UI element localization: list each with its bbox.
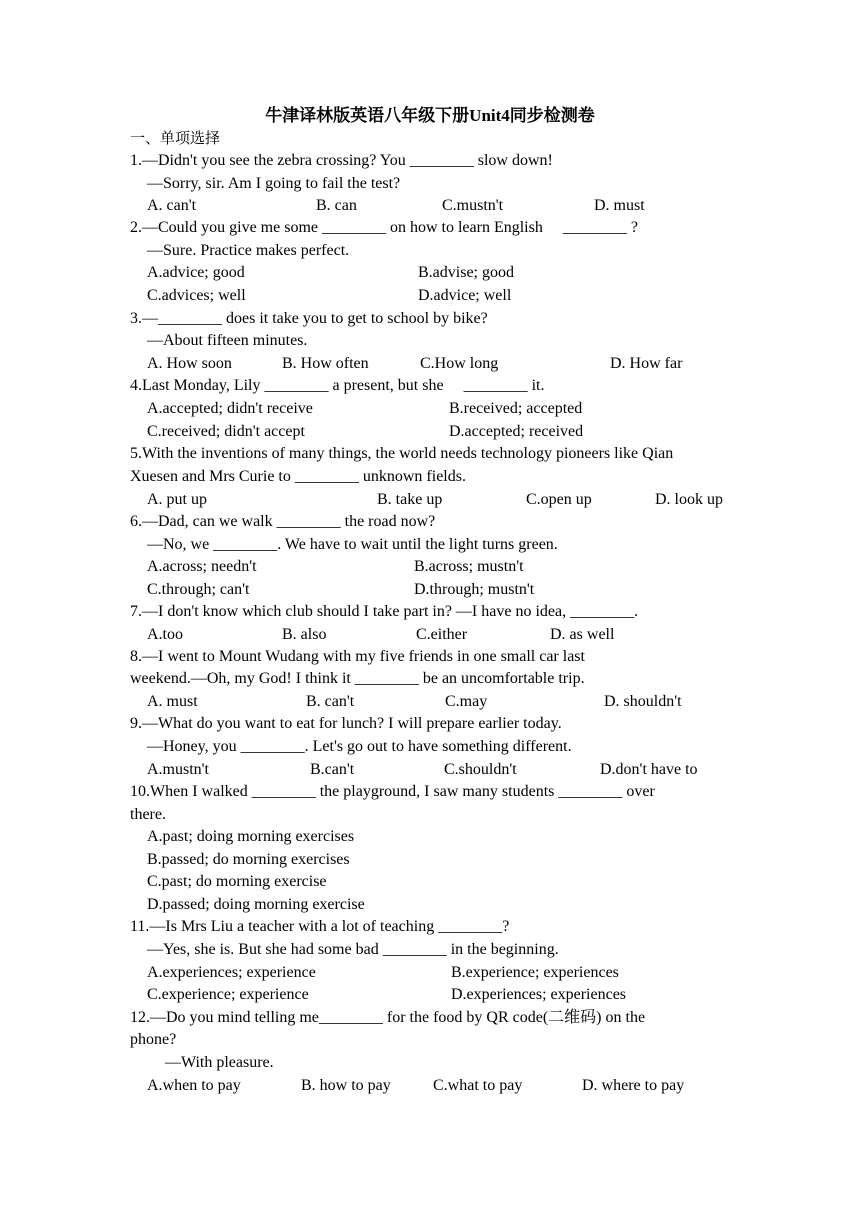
q12-option-b: B. how to pay bbox=[301, 1077, 391, 1094]
question-12-stem: 12.—Do you mind telling me________ for the food by QR code(二维码) on the bbox=[130, 1009, 646, 1026]
q4-option-a: A.accepted; didn't receive bbox=[147, 400, 313, 417]
q2-option-c: C.advices; well bbox=[147, 287, 246, 304]
q8-option-a: A. must bbox=[147, 693, 198, 710]
q9-option-b: B.can't bbox=[310, 761, 355, 778]
page-title: 牛津译林版英语八年级下册Unit4同步检测卷 bbox=[265, 106, 595, 125]
q7-option-b: B. also bbox=[282, 626, 327, 643]
question-5-stem: 5.With the inventions of many things, the world needs technology pioneers like Qian bbox=[130, 445, 674, 462]
question-6-stem: 6.—Dad, can we walk ________ the road now? bbox=[130, 513, 436, 530]
q8-option-c: C.may bbox=[445, 693, 488, 710]
q11-option-a: A.experiences; experience bbox=[147, 964, 316, 981]
q5-option-c: C.open up bbox=[526, 491, 592, 508]
question-2-reply: —Sure. Practice makes perfect. bbox=[147, 242, 350, 259]
q3-option-b: B. How often bbox=[282, 355, 369, 372]
q6-option-a: A.across; needn't bbox=[147, 558, 257, 575]
q11-option-c: C.experience; experience bbox=[147, 986, 309, 1003]
section-heading: 一、单项选择 bbox=[130, 129, 221, 147]
q11-option-b: B.experience; experiences bbox=[451, 964, 619, 981]
q9-option-a: A.mustn't bbox=[147, 761, 209, 778]
q11-option-d: D.experiences; experiences bbox=[451, 986, 627, 1003]
question-6-reply: —No, we ________. We have to wait until the light turns green. bbox=[147, 536, 558, 553]
question-7-stem: 7.—I don't know which club should I take part in? —I have no idea, ________. bbox=[130, 603, 639, 620]
question-1-reply: —Sorry, sir. Am I going to fail the test? bbox=[147, 175, 401, 192]
q3-option-d: D. How far bbox=[610, 355, 683, 372]
q5-option-a: A. put up bbox=[147, 491, 207, 508]
question-11-reply: —Yes, she is. But she had some bad ________ in the beginning. bbox=[147, 941, 559, 958]
q8-option-b: B. can't bbox=[306, 693, 355, 710]
q4-option-c: C.received; didn't accept bbox=[147, 423, 305, 440]
q2-option-b: B.advise; good bbox=[418, 264, 514, 281]
question-3-stem: 3.—________ does it take you to get to school by bike? bbox=[130, 310, 488, 327]
question-10-stem-cont: there. bbox=[130, 806, 166, 823]
q6-option-d: D.through; mustn't bbox=[414, 581, 535, 598]
question-2-stem: 2.—Could you give me some ________ on how to learn English ________ ? bbox=[130, 219, 638, 236]
question-1-stem: 1.—Didn't you see the zebra crossing? You ________ slow down! bbox=[130, 152, 553, 169]
q9-option-c: C.shouldn't bbox=[444, 761, 517, 778]
q5-option-d: D. look up bbox=[655, 491, 723, 508]
question-9-reply: —Honey, you ________. Let's go out to have something different. bbox=[147, 738, 572, 755]
q10-option-c: C.past; do morning exercise bbox=[147, 873, 327, 890]
q10-option-a: A.past; doing morning exercises bbox=[147, 828, 355, 845]
q1-option-b: B. can bbox=[316, 197, 357, 214]
q1-option-d: D. must bbox=[594, 197, 645, 214]
question-10-stem: 10.When I walked ________ the playground, I saw many students ________ over bbox=[130, 783, 655, 800]
q2-option-d: D.advice; well bbox=[418, 287, 512, 304]
q8-option-d: D. shouldn't bbox=[604, 693, 682, 710]
q3-option-c: C.How long bbox=[420, 355, 499, 372]
q7-option-c: C.either bbox=[416, 626, 468, 643]
q7-option-d: D. as well bbox=[550, 626, 615, 643]
question-5-stem-cont: Xuesen and Mrs Curie to ________ unknown fields. bbox=[130, 468, 466, 485]
q5-option-b: B. take up bbox=[377, 491, 443, 508]
question-3-reply: —About fifteen minutes. bbox=[147, 332, 308, 349]
q9-option-d: D.don't have to bbox=[600, 761, 698, 778]
question-8-stem: 8.—I went to Mount Wudang with my five friends in one small car last bbox=[130, 648, 585, 665]
q4-option-b: B.received; accepted bbox=[449, 400, 583, 417]
question-12-stem-cont: phone? bbox=[130, 1031, 177, 1048]
q7-option-a: A.too bbox=[147, 626, 183, 643]
q12-option-c: C.what to pay bbox=[433, 1077, 523, 1094]
question-12-reply: —With pleasure. bbox=[165, 1054, 274, 1071]
question-4-stem: 4.Last Monday, Lily ________ a present, but she ________ it. bbox=[130, 377, 545, 394]
question-9-stem: 9.—What do you want to eat for lunch? I will prepare earlier today. bbox=[130, 715, 562, 732]
q10-option-d: D.passed; doing morning exercise bbox=[147, 896, 365, 913]
q12-option-a: A.when to pay bbox=[147, 1077, 241, 1094]
q12-option-d: D. where to pay bbox=[582, 1077, 685, 1094]
q4-option-d: D.accepted; received bbox=[449, 423, 584, 440]
q10-option-b: B.passed; do morning exercises bbox=[147, 851, 350, 868]
q3-option-a: A. How soon bbox=[147, 355, 232, 372]
q1-option-c: C.mustn't bbox=[442, 197, 504, 214]
q2-option-a: A.advice; good bbox=[147, 264, 245, 281]
question-8-stem-cont: weekend.—Oh, my God! I think it ________ be an uncomfortable trip. bbox=[130, 670, 585, 687]
q1-option-a: A. can't bbox=[147, 197, 197, 214]
question-11-stem: 11.—Is Mrs Liu a teacher with a lot of teaching ________? bbox=[130, 918, 510, 935]
q6-option-c: C.through; can't bbox=[147, 581, 250, 598]
q6-option-b: B.across; mustn't bbox=[414, 558, 524, 575]
